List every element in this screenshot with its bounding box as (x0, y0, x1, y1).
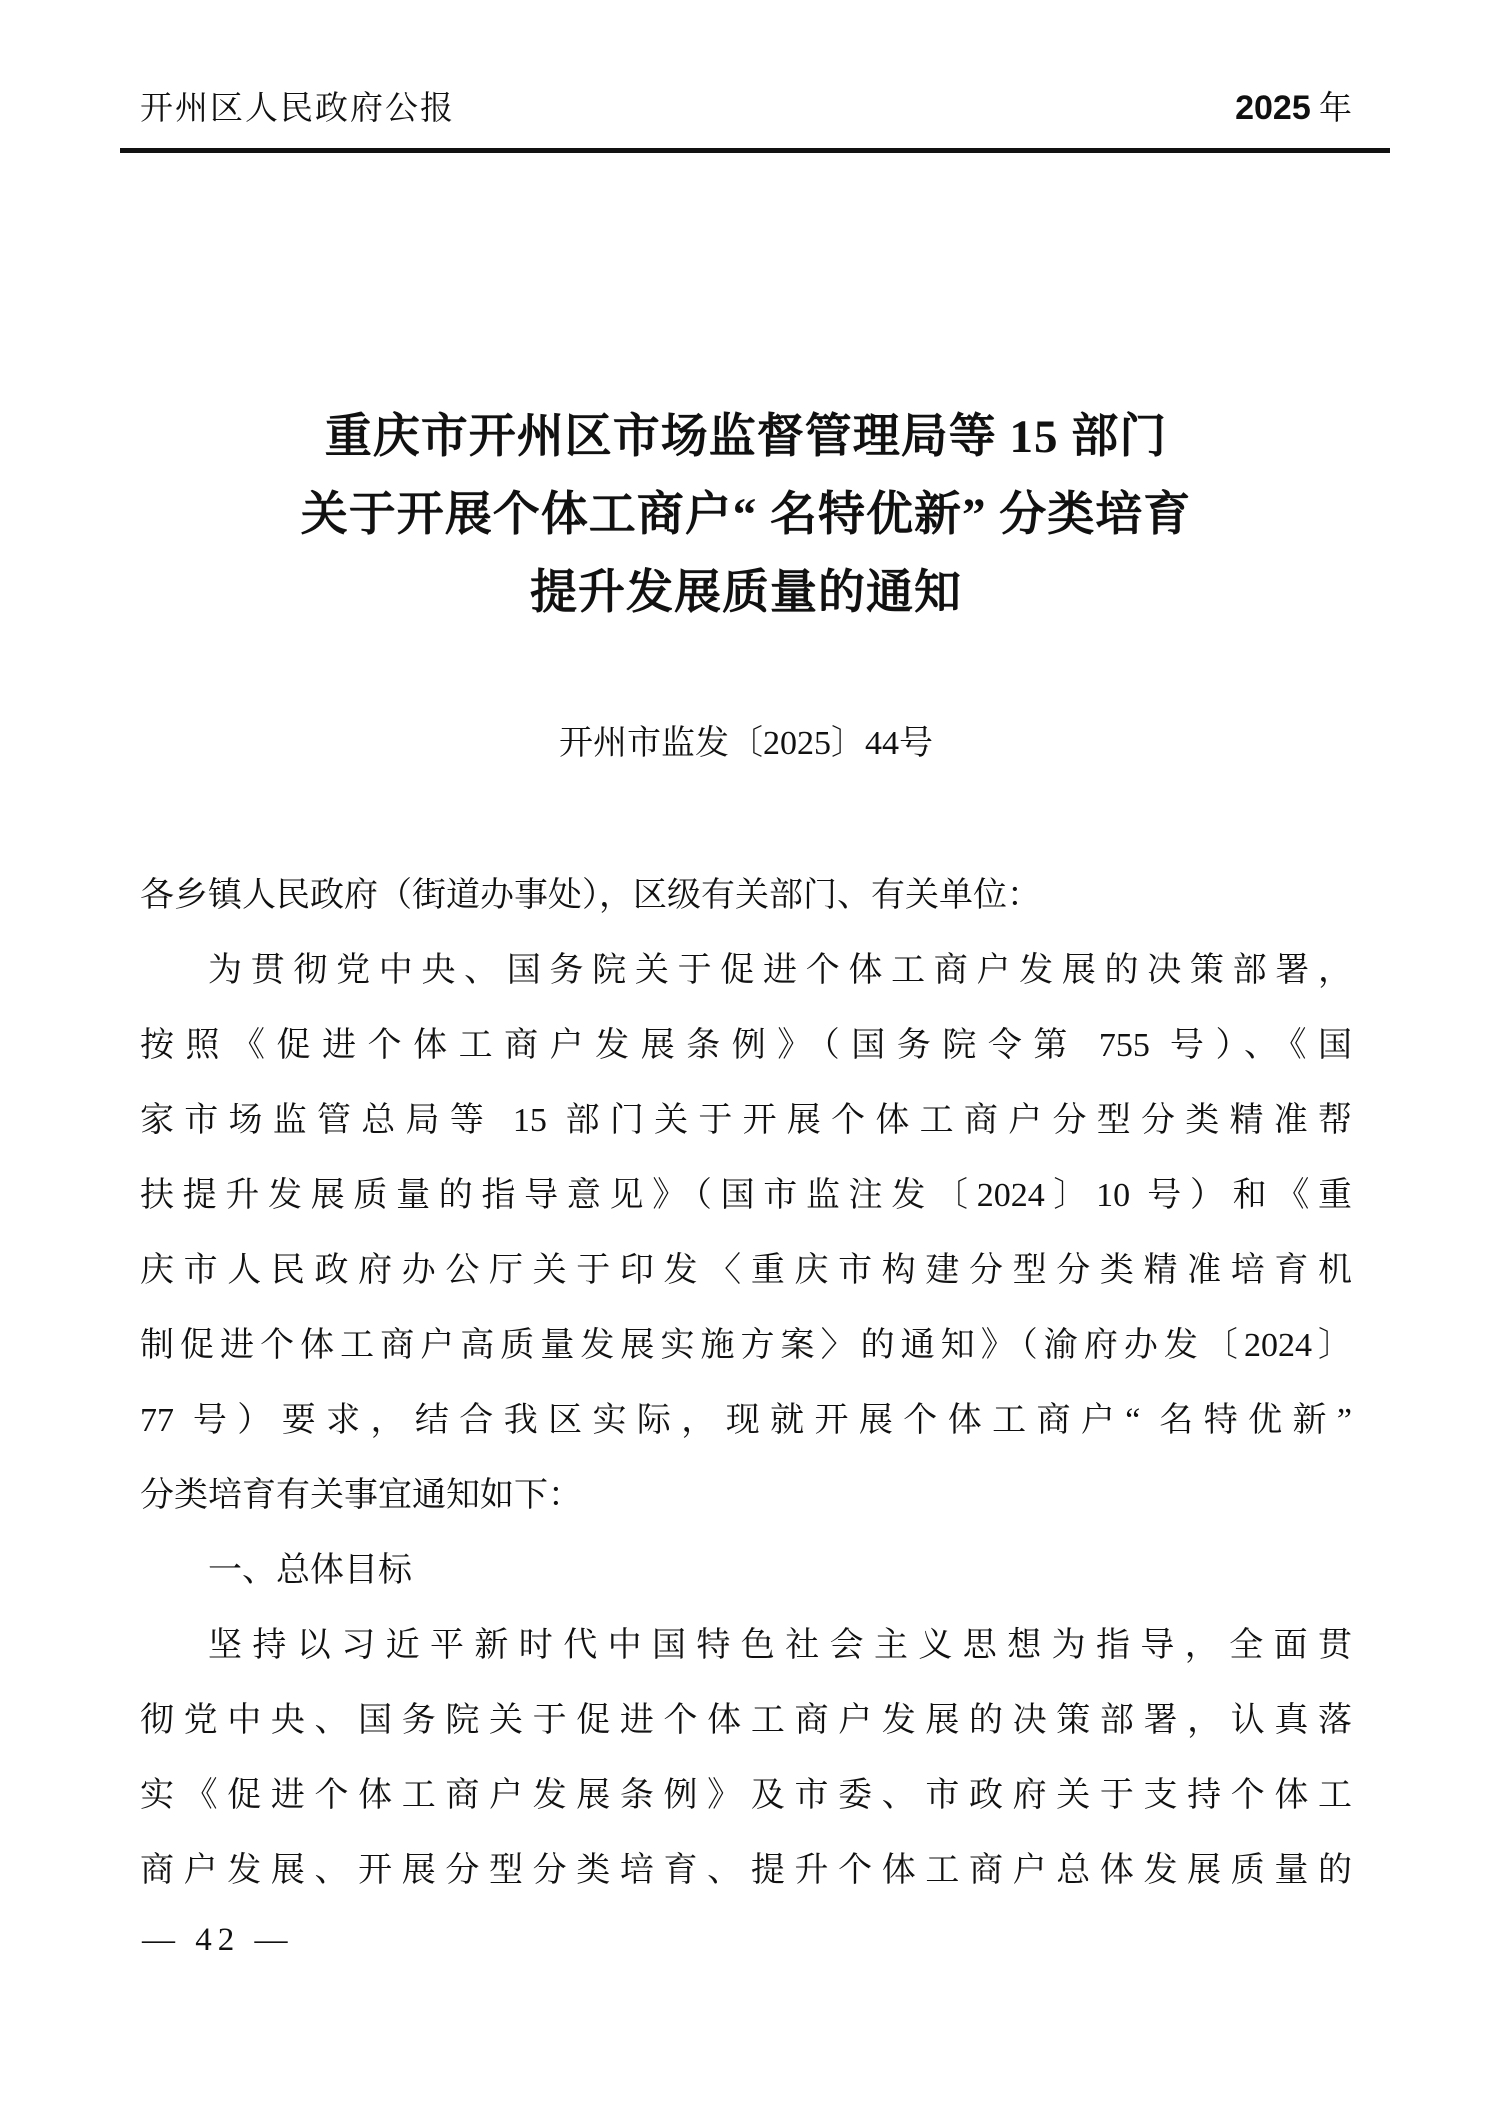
body-line: 制促进个体工商户高质量发展实施方案〉的通知》（渝府办发〔2024〕 (140, 1327, 1352, 1364)
document-title-line-1: 重庆市开州区市场监督管理局等 15 部门 (324, 411, 1168, 463)
body-line: 按照《促进个体工商户发展条例》（国务院令第 755 号）、《国 (140, 1027, 1352, 1064)
body-line: 商户发展、开展分型分类培育、提升个体工商户总体发展质量的 (140, 1852, 1352, 1889)
body-line: 77 号）要求，结合我区实际，现就开展个体工商户“ 名特优新” (140, 1402, 1352, 1439)
header-rule (120, 148, 1390, 153)
body-line: 分类培育有关事宜通知如下： (140, 1477, 582, 1514)
running-head (140, 82, 1352, 129)
document-title (140, 398, 1352, 632)
year-number: 2025 (1235, 89, 1311, 127)
section-heading: 一、总体目标 (208, 1552, 412, 1589)
page-number: — 42 — (142, 1922, 294, 1958)
body-line: 家市场监管总局等 15 部门关于开展个体工商户分型分类精准帮 (140, 1102, 1352, 1139)
body-line-salutation: 各乡镇人民政府（街道办事处），区级有关部门、有关单位： (140, 877, 1041, 914)
publication-name: 开州区人民政府公报 (140, 91, 455, 127)
body-line: 扶提升发展质量的指导意见》（国市监注发〔2024〕10 号）和《重 (140, 1177, 1352, 1214)
year-label: 年 (1319, 91, 1352, 127)
body-line: 实《促进个体工商户发展条例》及市委、市政府关于支持个体工 (140, 1777, 1352, 1814)
publication-year (1235, 82, 1352, 129)
body-line: 为贯彻党中央、国务院关于促进个体工商户发展的决策部署， (208, 952, 1352, 989)
document-body (140, 858, 1352, 1908)
document-title-line-3: 提升发展质量的通知 (530, 567, 962, 619)
body-line: 彻党中央、国务院关于促进个体工商户发展的决策部署，认真落 (140, 1702, 1352, 1739)
document-number: 开州市监发〔2025〕44号 (559, 725, 933, 762)
body-line: 坚持以习近平新时代中国特色社会主义思想为指导，全面贯 (208, 1627, 1352, 1664)
body-line: 庆市人民政府办公厅关于印发〈重庆市构建分型分类精准培育机 (140, 1252, 1352, 1289)
document-title-line-2: 关于开展个体工商户“ 名特优新” 分类培育 (300, 489, 1192, 541)
